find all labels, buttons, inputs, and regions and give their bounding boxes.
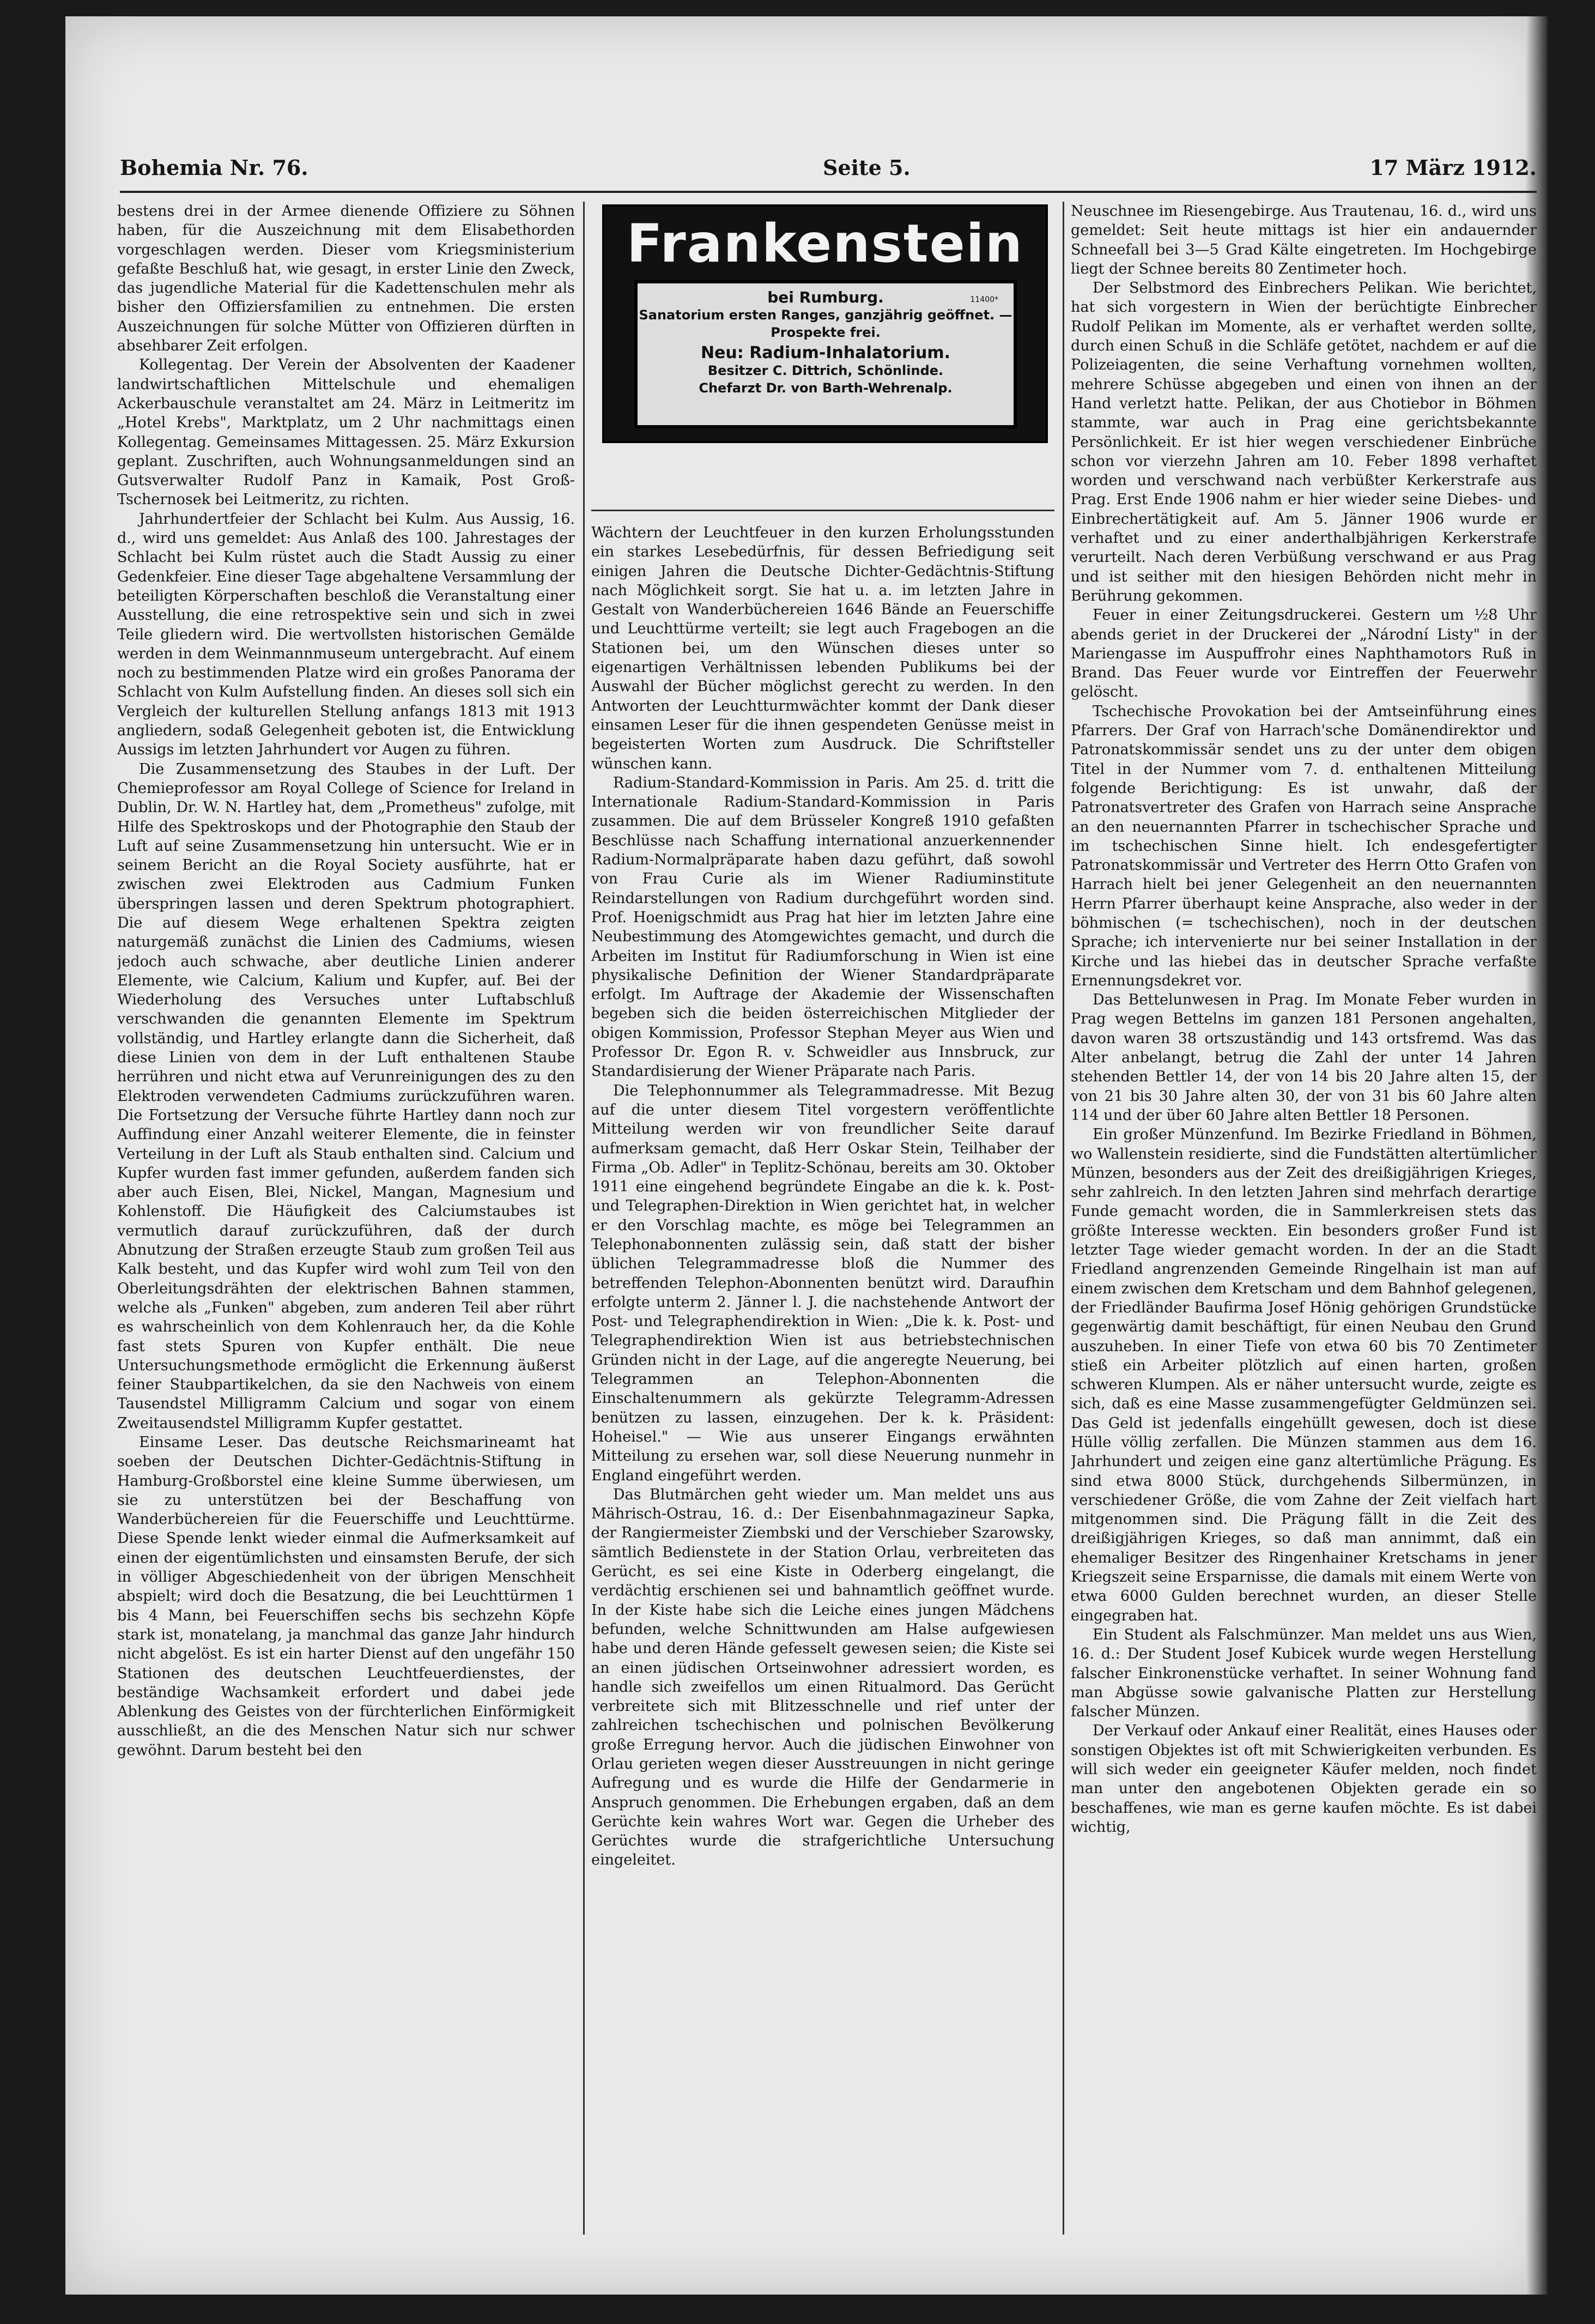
article-paragraph: Kollegentag. Der Verein der Absolventen der Kaadener landwirtschaftlichen Mittelschule und ehemaligen Ackerbauschule veranstaltet am 24. März in Leitmeritz im „Hotel Krebs", Marktplatz, um 2 Uhr nachmittags einen Kollegentag. Gemeinsames Mittagessen. 25. März Exkursion geplant. Zuschriften, auch Wohnungsanmeldungen sind an Gutsverwalter Rudolf Panz in Kamaik, Post Groß-Tschernosek bei Leitmeritz, zu richten. [117, 356, 575, 509]
article-paragraph: Der Selbstmord des Einbrechers Pelikan. Wie berichtet, hat sich vorgestern in Wien der berüchtigte Einbrecher Rudolf Pelikan im Momente, als er verhaftet werden sollte, durch einen Schuß in die Schläfe getötet, nachdem er auf die Polizeiagenten, die seine Verhaftung vornehmen wollten, mehrere Schüsse abgegeben und einen von ihnen an der Hand verletzt hatte. Pelikan, der aus Chotiebor in Böhmen stammte, war auch in Prag eine gerichtsbekannte Persönlichkeit. Er ist hier wegen verschiedener Einbrüche schon vor vierzehn Jahren am 10. Feber 1898 verhaftet worden und verschwand nach verbüßter Kerkerstrafe aus Prag. Erst Ende 1906 nahm er hier wieder seine Diebes- und Einbrechertätigkeit auf. Am 5. Jänner 1906 wurde er verhaftet und zu einer anderthalbjährigen Kerkerstrafe verurteilt. Nach deren Verbüßung verschwand er aus Prag und ist seither mit den hiesigen Behörden nicht mehr in Berührung gekommen. [1071, 280, 1537, 604]
ad-title: Frankenstein [626, 213, 1023, 274]
article-paragraph: Feuer in einer Zeitungsdruckerei. Gestern um ½8 Uhr abends geriet in der Druckerei der „Národní Listy" in der Mariengasse im Auspuffrohr eines Naphthamotors Ruß in Brand. Das Feuer wurde vor Eintreffen der Feuerwehr gelöscht. [1071, 607, 1537, 701]
header-page-number: Seite 5. [823, 155, 911, 180]
column-1 [117, 202, 575, 2235]
article-paragraph: bestens drei in der Armee dienende Offiziere zu Söhnen haben, für die Auszeichnung mit dem Elisabethorden vorgeschlagen werden. Dieser vom Kriegsministerium gefaßte Beschluß hat, wie gesagt, in erster Linie den Zweck, das jugendliche Material für die Kadettenschulen mehr als bisher den Offiziersfamilien zu entnehmen. Die ersten Auszeichnungen für solche Mütter von Offizieren dürften in absehbarer Zeit erfolgen. [117, 203, 575, 355]
ad-line-owner: Besitzer C. Dittrich, Schönlinde. [707, 363, 944, 378]
page-header [120, 155, 1537, 188]
ad-details-box [634, 280, 1017, 428]
ad-bottom-rule [591, 510, 1054, 511]
article-paragraph: Ein großer Münzenfund. Im Bezirke Friedland in Böhmen, wo Wallenstein residierte, sind die Fundstätten altertümlicher Münzen, besonders aus der Zeit des dreißigjährigen Krieges, sehr zahlreich. In den letzten Jahren sind mehrfach derartige Funde gemacht worden, die in Sammlerkreisen stets das größte Interesse weckten. Ein besonders großer Fund ist letzter Tage wieder gemacht worden. In der an die Stadt Friedland angrenzenden Gemeinde Ringelhain ist man auf einem zwischen dem Kretscham und dem Bahnhof gelegenen, der Friedländer Baufirma Josef Hönig gehörigen Grundstücke gegenwärtig damit beschäftigt, für einen Neubau den Grund auszuheben. In einer Tiefe von etwa 60 bis 70 Zentimeter stieß ein Arbeiter plötzlich auf einen harten, großen schweren Klumpen. Als er näher untersucht wurde, zeigte es sich, daß es eine Masse zusammengefügter Geldmünzen sei. Das Geld ist jedenfalls eingehüllt gewesen, doch ist diese Hülle völlig zerfallen. Die Münzen stammen aus dem 16. Jahrhundert und zeigen eine ganz altertümliche Prägung. Es sind etwa 8000 Stück, durchgehends Silbermünzen, in verschiedener Größe, die vom Zahne der Zeit vielfach hart mitgenommen sind. Die Prägung fällt in die Zeit des dreißigjährigen Krieges, so daß man annimmt, daß ein ehemaliger Besitzer des Ringenhainer Kretschams in jener Kriegszeit seine Ersparnisse, die damals mit einem Werte von etwa 6000 Gulden berechnet wurden, an dieser Stelle eingegraben hat. [1071, 1126, 1537, 1624]
header-rule [120, 191, 1537, 193]
article-paragraph: Neuschnee im Riesengebirge. Aus Trautenau, 16. d., wird uns gemeldet: Seit heute mittags ist hier ein andauernder Schneefall bei 3—5 Grad Kälte eingetreten. Im Hochgebirge liegt der Schnee bereits 80 Zentimeter hoch. [1071, 203, 1537, 277]
article-paragraph: Einsame Leser. Das deutsche Reichsmarineamt hat soeben der Deutschen Dichter-Gedächtnis-Stiftung in Hamburg-Großborstel eine kleine Summe überwiesen, um sie zu unterstützen bei der Beschaffung von Wanderbüchereien für die Feuerschiffe und Leuchttürme. Diese Spende lenkt wieder einmal die Aufmerksamkeit auf einen der eigentümlichsten und einsamsten Berufe, der sich in völliger Abgeschiedenheit von der übrigen Menschheit abspielt; wird doch die Besatzung, die bei Leuchttürmen 1 bis 4 Mann, bei Feuerschiffen sechs bis sechzehn Köpfe stark ist, monatelang, ja manchmal das ganze Jahr hindurch nicht abgelöst. Es ist ein harter Dienst auf den ungefähr 150 Stationen des deutschen Leuchtfeuerdienstes, der beständige Wachsamkeit erfordert und dabei jede Ablenkung des Geistes von der fürchterlichen Einförmigkeit ausschließt, an die des Menschen Natur sich nur schwer gewöhnt. Darum besteht bei den [117, 1434, 575, 1759]
column-rule-1 [583, 202, 585, 2235]
article-paragraph: Die Telephonnummer als Telegrammadresse. Mit Bezug auf die unter diesem Titel vorgestern veröffentlichte Mitteilung werden wir von freundlicher Seite darauf aufmerksam gemacht, daß Herr Oskar Stein, Teilhaber der Firma „Ob. Adler" in Teplitz-Schönau, bereits am 30. Oktober 1911 eine eingehend begründete Eingabe an die k. k. Post- und Telegraphen-Direktion in Wien gerichtet hat, in welcher er den Vorschlag machte, es möge bei Telegrammen an Telephonabonnenten zulässig sein, daß statt der bisher üblichen Telegrammadresse bloß die Nummer des betreffenden Telephon-Abonnenten benützt wird. Daraufhin erfolgte unterm 2. Jänner l. J. die nachstehende Antwort der Post- und Telegraphendirektion in Wien: „Die k. k. Post- und Telegraphendirektion Wien ist aus betriebstechnischen Gründen nicht in der Lage, auf die angeregte Neuerung, bei Telegrammen an Telephon-Abonnenten die Einschaltenummern als gekürzte Telegramm-Adressen benützen zu lassen, einzugehen. Der k. k. Präsident: Hoheisel." — Wie aus unserer Eingangs erwähnten Mitteilung zu ersehen war, soll diese Neuerung nunmehr in England eingeführt werden. [591, 1082, 1054, 1484]
article-paragraph: Das Blutmärchen geht wieder um. Man meldet uns aus Mährisch-Ostrau, 16. d.: Der Eisenbahnmagazineur Sapka, der Rangiermeister Ziembski und der Verschieber Szarowsky, sämtlich Bedienstete in der Station Orlau, verbreiteten das Gerücht, es sei eine Kiste in Oderberg eingelangt, die verdächtig erschienen sei und bahnamtlich geöffnet wurde. In der Kiste habe sich die Leiche eines jungen Mädchens befunden, welche Schnittwunden am Halse aufgewiesen habe und deren Hände gefesselt gewesen seien; die Kiste sei an einen jüdischen Ortseinwohner adressiert worden, es handle sich zweifellos um einen Ritualmord. Das Gerücht verbreitete sich mit Blitzesschnelle und rief unter der zahlreichen tschechischen und polnischen Bevölkerung große Erregung hervor. Auch die jüdischen Einwohner von Orlau gerieten wegen dieser Ausstreuungen in nicht geringe Aufregung und es wurde die Hilfe der Gendarmerie in Anspruch genommen. Die Erhebungen ergaben, daß an dem Gerüchte kein wahres Wort war. Gegen die Urheber des Gerüchtes wurde die strafgerichtliche Untersuchung eingeleitet. [591, 1486, 1054, 1869]
column-rule-2 [1063, 202, 1064, 2235]
article-paragraph: Das Bettelunwesen in Prag. Im Monate Feber wurden in Prag wegen Bettelns im ganzen 181 Personen angehalten, davon waren 38 ortszuständig und 143 ortsfremd. Was das Alter anbelangt, betrug die Zahl der unter 14 Jahren stehenden Bettler 14, der von 14 bis 20 Jahre alten 15, der von 21 bis 30 Jahre alten 30, der von 31 bis 60 Jahre alten 114 und der über 60 Jahre alten Bettler 18 Personen. [1071, 991, 1537, 1124]
header-publication: Bohemia Nr. 76. [120, 155, 308, 180]
ad-subtitle: bei Rumburg. [767, 288, 884, 306]
article-paragraph: Wächtern der Leuchtfeuer in den kurzen Erholungsstunden ein starkes Lesebedürfnis, für dessen Befriedigung seit einigen Jahren die Deutsche Dichter-Gedächtnis-Stiftung nach Möglichkeit sorgt. Sie hat u. a. im letzten Jahre in Gestalt von Wanderbüchereien 1646 Bände an Feuerschiffe und Leuchttürme verteilt; sie legt auch Fragebogen an die Stationen bei, um den Wünschen dieses unter so eigenartigen Verhältnissen lebenden Publikums bei der Auswahl der Bücher möglichst gerecht zu werden. In den Antworten der Leuchtturmwächter kommt der Dank dieser einsamen Leser für die ihnen gespendeten Genüsse meist in begeisterten Worten zum Ausdruck. Die Schriftsteller wünschen kann. [591, 524, 1054, 772]
article-paragraph: Der Verkauf oder Ankauf einer Realität, eines Hauses oder sonstigen Objektes ist oft mit Schwierigkeiten verbunden. Es will sich weder ein geeigneter Käufer melden, noch findet man unter den angebotenen Objekten gerade ein so beschaffenes, wie man es gerne kaufen möchte. Es ist dabei wichtig, [1071, 1722, 1537, 1836]
ad-line-radium: Neu: Radium-Inhalatorium. [700, 343, 951, 362]
column-3 [1071, 202, 1537, 2235]
article-paragraph: Radium-Standard-Kommission in Paris. Am 25. d. tritt die Internationale Radium-Standard-Kommission in Paris zusammen. Die auf dem Brüsseler Kongreß 1910 gefaßten Beschlüsse nach Schaffung international anzuerkennender Radium-Normalpräparate haben dazu geführt, daß sowohl von Frau Curie als im Wiener Radiuminstitute Reindarstellungen von Radium durchgeführt worden sind. Prof. Hoenigschmidt aus Prag hat hier im letzten Jahre eine Neubestimmung des Atomgewichtes gemacht, und durch die Arbeiten im Institut für Radiumforschung in Wien ist eine physikalische Definition der Wiener Standardpräparate erfolgt. Im Auftrage der Akademie der Wissenschaften begeben sich die beiden österreichischen Mitglieder der obigen Kommission, Professor Stephan Meyer aus Wien und Professor Dr. Egon R. v. Schweidler aus Innsbruck, zur Standardisierung der Wiener Präparate nach Paris. [591, 774, 1054, 1080]
article-paragraph: Die Zusammensetzung des Staubes in der Luft. Der Chemieprofessor am Royal College of Science for Ireland in Dublin, Dr. W. N. Hartley hat, dem „Prometheus" zufolge, mit Hilfe des Spektroskops und der Photographie den Staub der Luft auf seine Zusammensetzung hin untersucht. Wie er in seinem Bericht an die Royal Society ausführte, hat er zwischen zwei Elektroden aus Cadmium Funken überspringen lassen und deren Spektrum photographiert. Die auf diesem Wege erhaltenen Spektra zeigten naturgemäß zunächst die Linien des Cadmiums, wiesen jedoch auch schwache, aber deutliche Linien anderer Elemente, wie Calcium, Kalium und Kupfer, auf. Bei der Wiederholung des Versuches unter Luftabschluß verschwanden die genannten Elemente im Spektrum vollständig, und Hartley erlangte dann die Sicherheit, daß diese Linien von dem in der Luft enthaltenen Staube herrühren und nicht etwa auf Verunreinigungen des zu den Elektroden verwendeten Cadmiums zurückzuführen waren. Die Fortsetzung der Versuche führte Hartley dann noch zur Auffindung einer Anzahl weiterer Elemente, die in feinster Verteilung in der Luft als Staub enthalten sind. Calcium und Kupfer wurden fast immer gefunden, außerdem fanden sich aber auch Eisen, Blei, Nickel, Mangan, Magnesium und Kohlenstoff. Die Häufigkeit des Calciumstaubes ist vermutlich darauf zurückzuführen, daß der durch Abnutzung der Straßen erzeugte Staub zum großen Teil aus Kalk besteht, und das Kupfer wird wohl zum Teil von den Oberleitungsdrähten der elektrischen Bahnen stammen, welche als „Funken" abgeben, zum anderen Teil aber rührt es wahrscheinlich von dem Kohlenrauch her, da die Kohle fast stets Spuren von Kupfer enthält. Die neue Untersuchungsmethode ermöglicht die Erkennung äußerst feiner Staubpartikelchen, da sie den Nachweis von einem Tausendstel Milligramm Calcium und sogar von einem Zweitausendstel Milligramm Kupfer gestattet. [117, 760, 575, 1432]
article-paragraph: Jahrhundertfeier der Schlacht bei Kulm. Aus Aussig, 16. d., wird uns gemeldet: Aus Anlaß des 100. Jahrestages der Schlacht bei Kulm rüstet auch die Stadt Aussig zu einer Gedenkfeier. Eine dieser Tage abgehaltene Versammlung der beteiligten Körperschaften beschloß die Veranstaltung einer Ausstellung, die eine retrospektive sein und sich in zwei Teile gliedern wird. Die wertvollsten historischen Gemälde werden in dem Weinmannmuseum untergebracht. Auf einem noch zu bestimmenden Platze wird ein großes Panorama der Schlacht von Kulm Aufstellung finden. An dieses soll sich ein Vergleich der kulturellen Stellung anfangs 1813 mit 1913 angliedern, sodaß Gelegenheit geboten ist, die Entwicklung Aussigs im letzten Jahrhundert vor Augen zu führen. [117, 510, 575, 759]
header-date: 17 März 1912. [1369, 155, 1537, 180]
column-2 [591, 523, 1054, 2235]
ad-mark: 11400* [970, 295, 998, 304]
article-paragraph: Ein Student als Falschmünzer. Man meldet uns aus Wien, 16. d.: Der Student Josef Kubicek wurde wegen Herstellung falscher Einkronenstücke verhaftet. In seiner Wohnung fand man Abgüsse sowie galvanische Platten zur Herstellung falscher Münzen. [1071, 1626, 1537, 1721]
ad-line-physician: Chefarzt Dr. von Barth-Wehrenalp. [699, 380, 953, 396]
article-paragraph: Tschechische Provokation bei der Amtseinführung eines Pfarrers. Der Graf von Harrach'sche Domänendirektor und Patronatskommissär sendet uns zu der unter dem obigen Titel in der Nummer vom 7. d. enthaltenen Mitteilung folgende Berichtigung: Es ist unwahr, daß der Patronatsvertreter des Grafen von Harrach seine Ansprache an den neuernannten Pfarrer in tschechischer Sprache und im tschechischen Sinne hielt. Ich endesgefertigter Patronatskommissär und Vertreter des Herrn Otto Grafen von Harrach hielt bei jener Gelegenheit an den neuernannten Herrn Pfarrer überhaupt keine Ansprache, also weder in der böhmischen (= tschechischen), noch in der deutschen Sprache; ich intervenierte nur bei seiner Installation in der Kirche und las hiebei das in deutscher Sprache verfaßte Ernennungsdekret vor. [1071, 703, 1537, 989]
ad-line-sanatorium: Sanatorium ersten Ranges, ganzjährig geöffnet. — Prospekte frei. [639, 307, 1012, 340]
advertisement-frankenstein [602, 204, 1048, 443]
newspaper-page [65, 16, 1548, 2295]
